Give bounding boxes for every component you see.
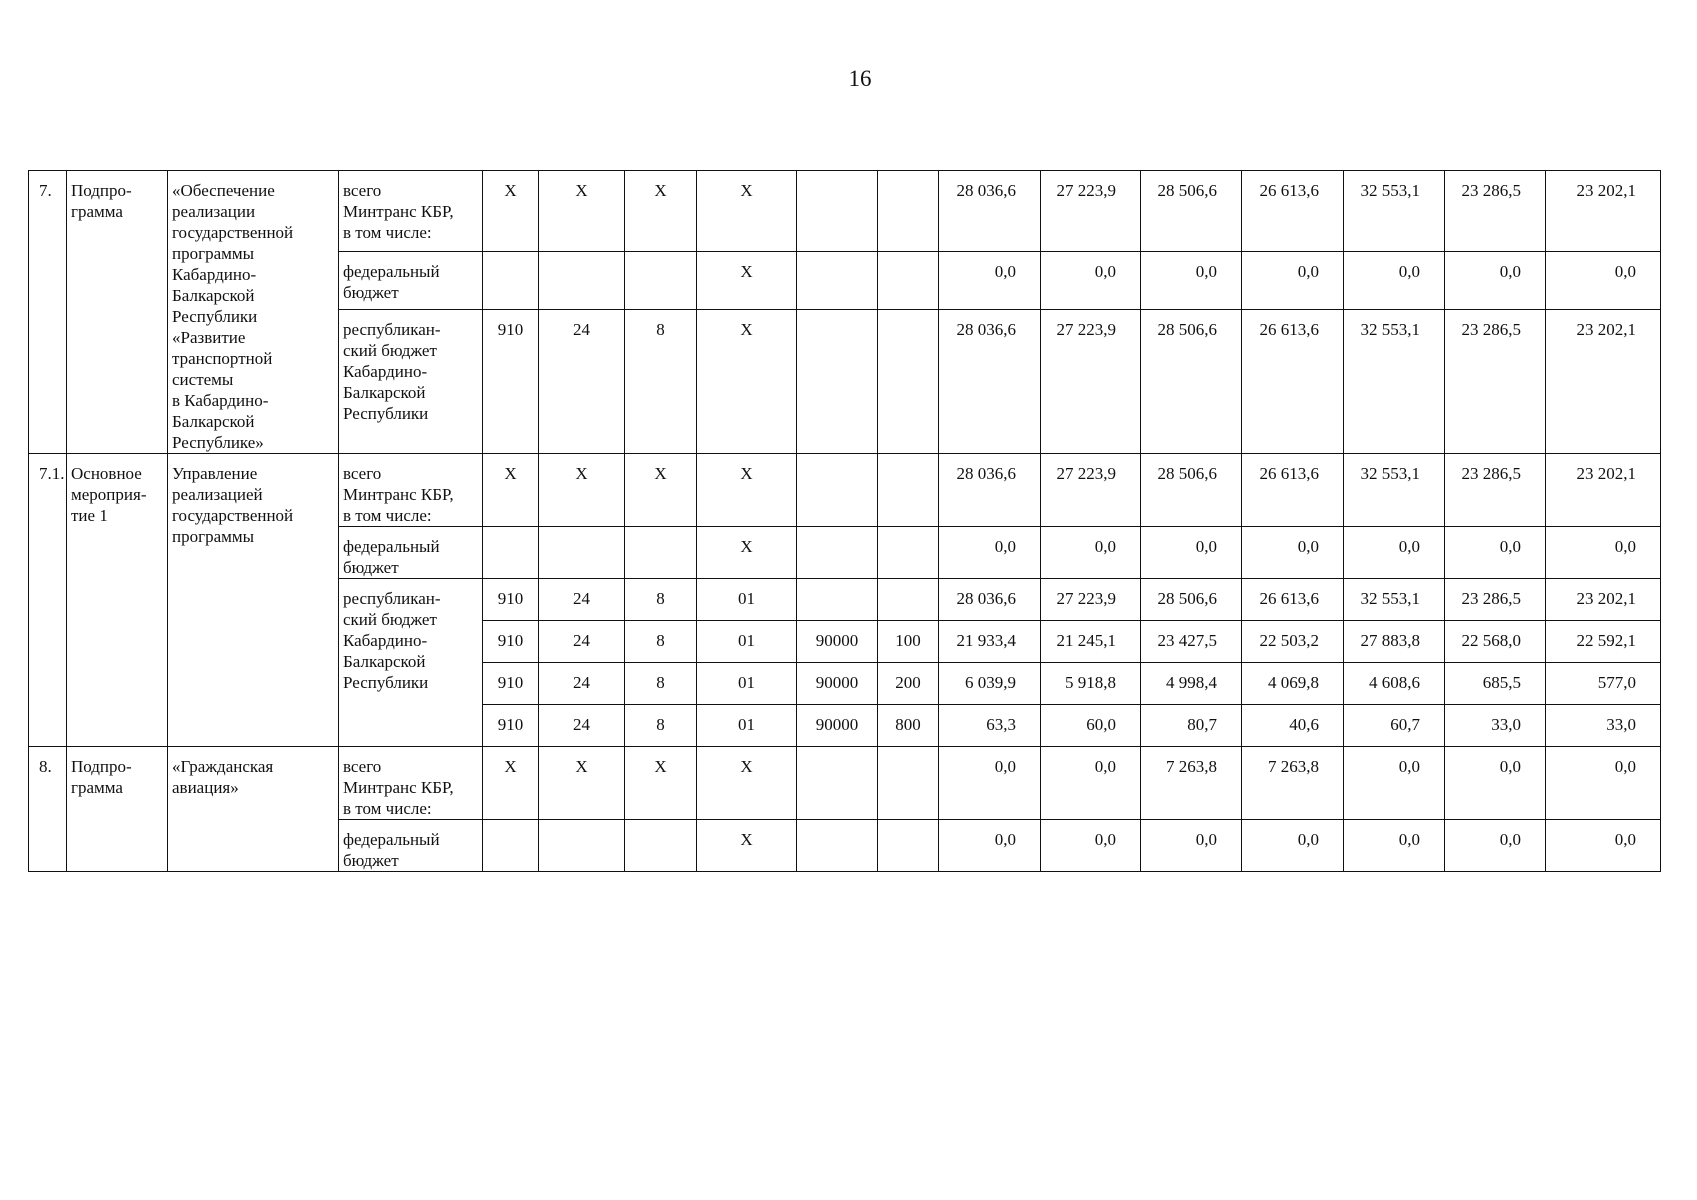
- code-cell: [625, 252, 697, 310]
- value-cell: 0,0: [939, 252, 1041, 310]
- code-cell: 910: [483, 663, 539, 705]
- code-cell: [797, 454, 878, 527]
- value-cell: 32 553,1: [1344, 454, 1445, 527]
- value-cell: 5 918,8: [1041, 663, 1141, 705]
- value-cell: 0,0: [1344, 820, 1445, 872]
- code-cell: 100: [878, 621, 939, 663]
- code-cell: 24: [539, 705, 625, 747]
- code-cell: 8: [625, 310, 697, 454]
- code-cell: [797, 579, 878, 621]
- value-cell: 0,0: [939, 527, 1041, 579]
- value-cell: 577,0: [1546, 663, 1661, 705]
- code-cell: Х: [483, 747, 539, 820]
- code-cell: Х: [483, 171, 539, 252]
- value-cell: 0,0: [1041, 527, 1141, 579]
- funding-source: всего Минтранс КБР, в том числе:: [339, 454, 483, 527]
- code-cell: 01: [697, 663, 797, 705]
- value-cell: 28 036,6: [939, 171, 1041, 252]
- code-cell: Х: [697, 252, 797, 310]
- code-cell: [625, 820, 697, 872]
- value-cell: 80,7: [1141, 705, 1242, 747]
- value-cell: 0,0: [939, 820, 1041, 872]
- code-cell: 24: [539, 621, 625, 663]
- value-cell: 0,0: [1041, 747, 1141, 820]
- value-cell: 23 427,5: [1141, 621, 1242, 663]
- code-cell: 24: [539, 579, 625, 621]
- code-cell: Х: [539, 171, 625, 252]
- code-cell: [878, 579, 939, 621]
- table-body: [29, 171, 1661, 872]
- value-cell: 40,6: [1242, 705, 1344, 747]
- code-cell: Х: [697, 820, 797, 872]
- code-cell: 90000: [797, 663, 878, 705]
- code-cell: [878, 454, 939, 527]
- value-cell: 0,0: [1242, 820, 1344, 872]
- table-row: [29, 747, 1661, 820]
- value-cell: 60,7: [1344, 705, 1445, 747]
- item-name: Управление реализацией государственной программы: [168, 454, 339, 747]
- code-cell: Х: [697, 527, 797, 579]
- row-number: 8.: [29, 747, 67, 872]
- value-cell: 0,0: [1041, 820, 1141, 872]
- value-cell: 0,0: [1445, 527, 1546, 579]
- value-cell: 33,0: [1546, 705, 1661, 747]
- funding-source: федеральный бюджет: [339, 820, 483, 872]
- code-cell: [878, 527, 939, 579]
- value-cell: 32 553,1: [1344, 171, 1445, 252]
- code-cell: Х: [625, 171, 697, 252]
- value-cell: 60,0: [1041, 705, 1141, 747]
- value-cell: 32 553,1: [1344, 310, 1445, 454]
- code-cell: 200: [878, 663, 939, 705]
- code-cell: 8: [625, 621, 697, 663]
- value-cell: 23 202,1: [1546, 310, 1661, 454]
- table-row: [29, 454, 1661, 527]
- value-cell: 63,3: [939, 705, 1041, 747]
- value-cell: 0,0: [1546, 527, 1661, 579]
- code-cell: [483, 527, 539, 579]
- value-cell: 23 202,1: [1546, 171, 1661, 252]
- code-cell: Х: [697, 310, 797, 454]
- value-cell: 7 263,8: [1242, 747, 1344, 820]
- value-cell: 0,0: [1344, 747, 1445, 820]
- code-cell: 910: [483, 621, 539, 663]
- row-number: 7.1.: [29, 454, 67, 747]
- code-cell: 910: [483, 705, 539, 747]
- value-cell: 27 223,9: [1041, 310, 1141, 454]
- item-type: Основное мероприя- тие 1: [67, 454, 168, 747]
- funding-source: всего Минтранс КБР, в том числе:: [339, 171, 483, 252]
- item-type: Подпро- грамма: [67, 747, 168, 872]
- code-cell: Х: [697, 454, 797, 527]
- value-cell: 28 036,6: [939, 579, 1041, 621]
- code-cell: 910: [483, 310, 539, 454]
- item-name: «Гражданская авиация»: [168, 747, 339, 872]
- budget-table: [28, 170, 1661, 872]
- value-cell: 0,0: [1445, 820, 1546, 872]
- value-cell: 28 506,6: [1141, 171, 1242, 252]
- code-cell: [878, 747, 939, 820]
- page-number: 16: [848, 66, 872, 91]
- code-cell: [797, 820, 878, 872]
- code-cell: 24: [539, 663, 625, 705]
- value-cell: 4 998,4: [1141, 663, 1242, 705]
- value-cell: 0,0: [1041, 252, 1141, 310]
- value-cell: 28 506,6: [1141, 310, 1242, 454]
- code-cell: 90000: [797, 705, 878, 747]
- code-cell: [625, 527, 697, 579]
- value-cell: 23 286,5: [1445, 579, 1546, 621]
- value-cell: 27 223,9: [1041, 579, 1141, 621]
- row-number: 7.: [29, 171, 67, 454]
- value-cell: 26 613,6: [1242, 579, 1344, 621]
- value-cell: 0,0: [939, 747, 1041, 820]
- value-cell: 685,5: [1445, 663, 1546, 705]
- code-cell: Х: [539, 747, 625, 820]
- value-cell: 28 036,6: [939, 310, 1041, 454]
- value-cell: 4 608,6: [1344, 663, 1445, 705]
- code-cell: [539, 252, 625, 310]
- item-type: Подпро- грамма: [67, 171, 168, 454]
- value-cell: 32 553,1: [1344, 579, 1445, 621]
- code-cell: Х: [697, 747, 797, 820]
- value-cell: 23 286,5: [1445, 171, 1546, 252]
- value-cell: 28 506,6: [1141, 454, 1242, 527]
- value-cell: 22 503,2: [1242, 621, 1344, 663]
- value-cell: 0,0: [1344, 527, 1445, 579]
- code-cell: [483, 252, 539, 310]
- value-cell: 27 223,9: [1041, 454, 1141, 527]
- value-cell: 23 202,1: [1546, 454, 1661, 527]
- value-cell: 26 613,6: [1242, 310, 1344, 454]
- value-cell: 0,0: [1546, 820, 1661, 872]
- item-name: «Обеспечение реализации государственной программы Кабардино- Балкарской Республики «Развитие транспортной системы в Кабардино- Балкарской Республике»: [168, 171, 339, 454]
- code-cell: 01: [697, 621, 797, 663]
- value-cell: 0,0: [1344, 252, 1445, 310]
- value-cell: 23 286,5: [1445, 310, 1546, 454]
- code-cell: [797, 527, 878, 579]
- funding-source: федеральный бюджет: [339, 527, 483, 579]
- code-cell: [539, 527, 625, 579]
- code-cell: 90000: [797, 621, 878, 663]
- funding-source: всего Минтранс КБР, в том числе:: [339, 747, 483, 820]
- code-cell: Х: [539, 454, 625, 527]
- code-cell: 8: [625, 663, 697, 705]
- value-cell: 22 568,0: [1445, 621, 1546, 663]
- value-cell: 0,0: [1445, 252, 1546, 310]
- value-cell: 28 036,6: [939, 454, 1041, 527]
- value-cell: 0,0: [1141, 527, 1242, 579]
- value-cell: 0,0: [1546, 747, 1661, 820]
- code-cell: [797, 747, 878, 820]
- value-cell: 23 202,1: [1546, 579, 1661, 621]
- value-cell: 27 223,9: [1041, 171, 1141, 252]
- value-cell: 23 286,5: [1445, 454, 1546, 527]
- value-cell: 33,0: [1445, 705, 1546, 747]
- value-cell: 0,0: [1141, 820, 1242, 872]
- value-cell: 7 263,8: [1141, 747, 1242, 820]
- code-cell: 910: [483, 579, 539, 621]
- value-cell: 21 933,4: [939, 621, 1041, 663]
- funding-source: республикан- ский бюджет Кабардино- Балкарской Республики: [339, 579, 483, 747]
- code-cell: 8: [625, 705, 697, 747]
- value-cell: 28 506,6: [1141, 579, 1242, 621]
- code-cell: Х: [625, 747, 697, 820]
- code-cell: [539, 820, 625, 872]
- funding-source: республикан- ский бюджет Кабардино- Балкарской Республики: [339, 310, 483, 454]
- value-cell: 0,0: [1445, 747, 1546, 820]
- code-cell: [878, 252, 939, 310]
- value-cell: 0,0: [1242, 527, 1344, 579]
- code-cell: [797, 310, 878, 454]
- value-cell: 0,0: [1141, 252, 1242, 310]
- value-cell: 6 039,9: [939, 663, 1041, 705]
- code-cell: 01: [697, 705, 797, 747]
- code-cell: [797, 252, 878, 310]
- value-cell: 26 613,6: [1242, 171, 1344, 252]
- value-cell: 21 245,1: [1041, 621, 1141, 663]
- code-cell: Х: [625, 454, 697, 527]
- value-cell: 0,0: [1242, 252, 1344, 310]
- table-row: [29, 171, 1661, 252]
- code-cell: Х: [483, 454, 539, 527]
- value-cell: 22 592,1: [1546, 621, 1661, 663]
- code-cell: 01: [697, 579, 797, 621]
- code-cell: [878, 310, 939, 454]
- code-cell: 24: [539, 310, 625, 454]
- funding-source: федеральный бюджет: [339, 252, 483, 310]
- value-cell: 4 069,8: [1242, 663, 1344, 705]
- code-cell: Х: [697, 171, 797, 252]
- code-cell: 800: [878, 705, 939, 747]
- code-cell: [878, 820, 939, 872]
- value-cell: 26 613,6: [1242, 454, 1344, 527]
- code-cell: 8: [625, 579, 697, 621]
- value-cell: 27 883,8: [1344, 621, 1445, 663]
- code-cell: [483, 820, 539, 872]
- code-cell: [878, 171, 939, 252]
- code-cell: [797, 171, 878, 252]
- value-cell: 0,0: [1546, 252, 1661, 310]
